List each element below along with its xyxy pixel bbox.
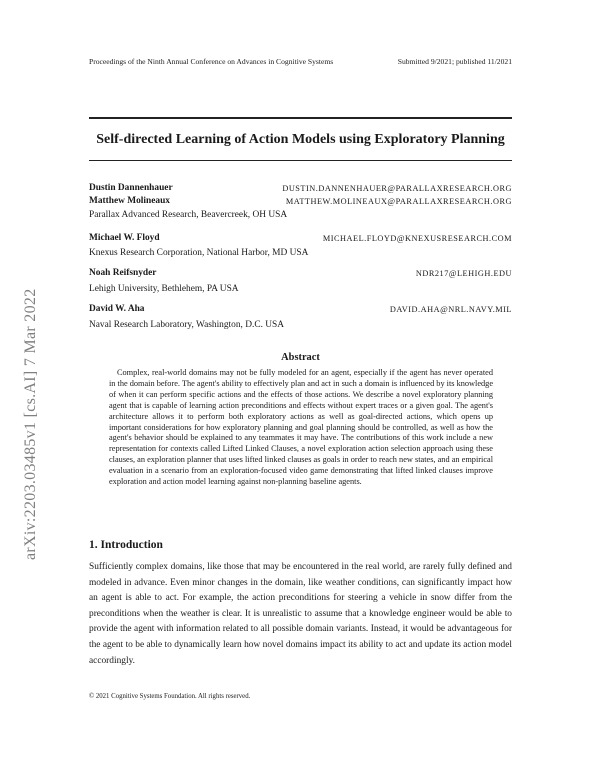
author-block <box>89 196 512 209</box>
affiliation: Naval Research Laboratory, Washington, D.C. USA <box>89 320 285 330</box>
copyright-footer: © 2021 Cognitive Systems Foundation. All rights reserved. <box>89 693 251 700</box>
title-bottom-rule <box>89 160 512 161</box>
author-email: MICHAEL.FLOYD@KNEXUSRESEARCH.COM <box>322 234 512 243</box>
author-name: Noah Reifsnyder <box>89 268 157 278</box>
author-name: Michael W. Floyd <box>89 233 160 243</box>
abstract-text: Complex, real-world domains may not be fully modeled for an agent, especially if the agent has never operated in the domain before. The agent's ability to effectively plan and act in such a domain is influenced by its knowledge of when it can perform specific actions and the effects of those actions. We describe a novel exploratory planning agent that is capable of learning action preconditions and effects without expert traces or a given goal. The agent's architecture allows it to perform both exploratory actions as well as goal-directed actions, which opens up important considerations for how exploratory planning and goal planning should be controlled, as well as how the agent's behavior should be explained to any teammates it may have. The contributions of this work include a new representation for contexts called Lifted Linked Clauses, a novel exploration action selection approach using these clauses, an exploration planner that uses lifted linked clauses as goals in order to reach new states, and an empirical evaluation in a scenario from an exploration-focused video game demonstrating that lifted linked clauses improve exploration and action model learning against non-planning baseline agents. <box>109 368 493 487</box>
author-name: Matthew Molineaux <box>89 196 170 206</box>
running-header-venue: Proceedings of the Ninth Annual Conference on Advances in Cognitive Systems <box>89 57 334 66</box>
author-block <box>89 304 512 317</box>
title-top-rule <box>89 117 512 119</box>
affiliation: Parallax Advanced Research, Beavercreek, OH USA <box>89 210 288 220</box>
author-block <box>89 183 512 196</box>
section-paragraph: Sufficiently complex domains, like those that may be encountered in the real world, are rarely fully defined and modeled in advance. Even minor changes in the domain, like weather conditions, can significantly impact how an agent is able to act. For example, the action preconditions for steering a vehicle in snow differ from the preconditions when the weather is clear. It is unrealistic to assume that a knowledge engineer would be able to provide the agent with information related to all possible domain variants. Instead, it would be advantageous for the agent to be able to dynamically learn how novel domains impact its ability to act and update its action model accordingly. <box>89 562 512 666</box>
author-name: Dustin Dannenhauer <box>89 183 173 193</box>
abstract-heading: Abstract <box>281 352 320 363</box>
author-email: NDR217@LEHIGH.EDU <box>415 269 512 278</box>
running-header-dates: Submitted 9/2021; published 11/2021 <box>397 57 512 66</box>
author-email: MATTHEW.MOLINEAUX@PARALLAXRESEARCH.ORG <box>285 197 512 206</box>
affiliation: Knexus Research Corporation, National Harbor, MD USA <box>89 248 309 258</box>
section-heading: 1. Introduction <box>89 539 163 551</box>
author-name: David W. Aha <box>89 304 145 314</box>
author-email: DUSTIN.DANNENHAUER@PARALLAXRESEARCH.ORG <box>282 184 512 193</box>
paper-title: Self-directed Learning of Action Models using Exploratory Planning <box>96 132 505 147</box>
affiliation: Lehigh University, Bethlehem, PA USA <box>89 284 239 294</box>
author-block <box>89 233 512 246</box>
author-email: DAVID.AHA@NRL.NAVY.MIL <box>389 305 512 314</box>
author-block <box>89 268 512 281</box>
arxiv-watermark: arXiv:2203.03485v1 [cs.AI] 7 Mar 2022 <box>22 288 39 560</box>
